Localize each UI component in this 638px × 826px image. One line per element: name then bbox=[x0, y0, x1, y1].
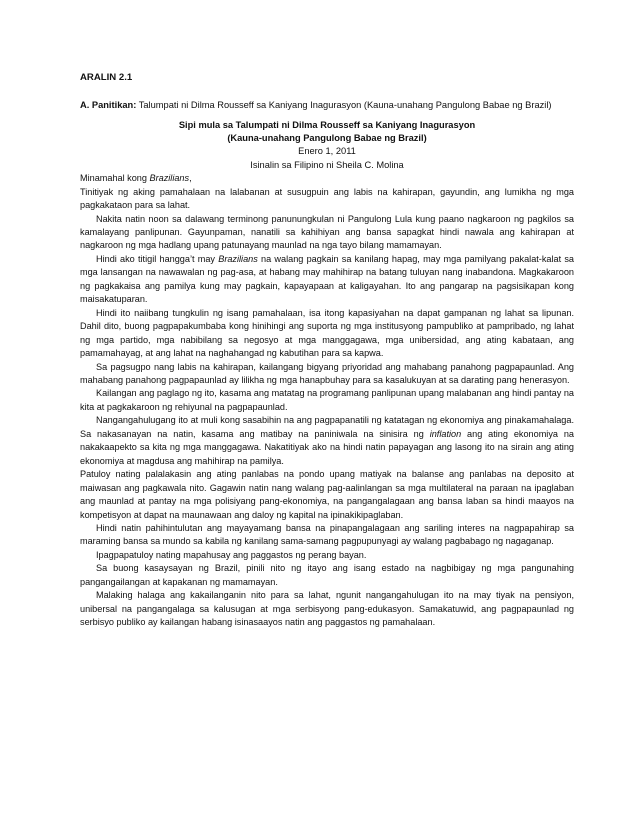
lesson-heading: ARALIN 2.1 bbox=[80, 72, 133, 83]
paragraph-4: Hindi ito naiibang tungkulin ng isang pamahalaan, isa itong kapasiyahan na dapat gampanan ng lahat sa lipunan. Dahil dito, buong pagpapakumbaba kong hinihingi ang suporta ng mga institusyong pampubliko at pampribado, ng lahat ng mga partido, mga nabibilang sa negosyo at mga manggagawa, mga unibersidad, ang ating kabataan, ang pamamahayag, at ang lahat na naghahangad ng kabutihan para sa kapwa. bbox=[80, 307, 574, 359]
paragraph-9: Hindi natin pahihintulutan ang mayayamang bansa na pinapangalagaan ang sariling interes na nagpapahirap sa maraming bansa sa mundo sa kabila ng kanilang sama-samang pagpupunyagi ay walang pagbabago ng nagaganap. bbox=[80, 523, 574, 547]
document-page bbox=[64, 72, 574, 630]
paragraph-3 bbox=[80, 253, 574, 307]
literature-title: Talumpati ni Dilma Rousseff sa Kaniyang Inagurasyon (Kauna-unahang Pangulong Babae ng Brazil) bbox=[136, 100, 552, 110]
speech-body bbox=[80, 172, 574, 629]
paragraph-7-rest: ang ating ekonomiya na nakakaapekto sa kita ng mga manggagawa. Nakatitiyak ako na hindi natin papayagan ang lasong ito na sirain ang ating ekonomiya at magdusa ang mahihirap na pamilya. bbox=[80, 428, 575, 466]
literature-intro bbox=[80, 99, 574, 113]
paragraph-11: Sa buong kasaysayan ng Brazil, pinili nito ng itayo ang isang estado na nagbibigay ng mga pangunahing pangangailangan at kapakanan ng mamamayan. bbox=[80, 563, 574, 587]
literature-label: A. Panitikan: bbox=[80, 100, 137, 110]
paragraph-8: Patuloy nating palalakasin ang ating panlabas na pondo upang matiyak na balanse ang panlabas na deposito at maiwasan ang pagkawala nito. Gagawin natin nang walang pag-aalinlangan sa mga multilateral na paraan na ipaglaban ang maunlad at pantay na mga polisiyang pang-ekonomiya, na pangangalagaan ang bansa laban sa hindi maayos na kompetisyon at dapat na maunawaan ang daloy ng kapital na ipinakikipaglaban. bbox=[80, 469, 574, 520]
paragraph-7-text: Nangangahulugang ito at muli kong sasabihin na ang pagpapanatili ng katatagan ng ekonomiya ang pinakamahalaga. Sa nakasanayan na natin, kasama ang matibay na paniniwala na sinisira ng bbox=[80, 415, 574, 439]
paragraph-3-text: Hindi ako titigil hangga’t may bbox=[96, 253, 219, 264]
paragraph-6: Kailangan ang paglago ng ito, kasama ang matatag na programang panlipunan upang malabanan ang hindi pantay na kita at pagkakaroon ng rehiyunal na pagpapaunlad. bbox=[80, 388, 574, 412]
paragraph-7-italic: inflation bbox=[429, 428, 462, 439]
paragraph-1: Tinitiyak ng aking pamahalaan na lalabanan at susugpuin ang labis na kahirapan, gayundin, ang lumikha ng mga pagkakataon para sa lahat. bbox=[80, 186, 574, 211]
speech-subtitle: (Kauna-unahang Pangulong Babae ng Brazil) bbox=[227, 133, 427, 143]
salutation-italic: Brazilians bbox=[149, 173, 190, 184]
speech-translator: Isinalin sa Filipino ni Sheila C. Molina bbox=[250, 159, 404, 170]
paragraph-10: Ipagpapatuloy nating mapahusay ang paggastos ng perang bayan. bbox=[96, 549, 367, 560]
paragraph-5: Sa pagsugpo nang labis na kahirapan, kailangang bigyang priyoridad ang mahabang panahong pagpapaunlad. Ang mahabang panahong pagpapaunlad ay lilikha ng mga hanapbuhay para sa kasalukuyan at sa darating pang henerasyon. bbox=[80, 361, 574, 386]
speech-title: Sipi mula sa Talumpati ni Dilma Rousseff sa Kaniyang Inagurasyon bbox=[178, 119, 476, 130]
speech-date: Enero 1, 2011 bbox=[298, 146, 356, 157]
paragraph-3-italic: Brazilians bbox=[218, 253, 258, 264]
salutation-comma: , bbox=[189, 173, 192, 184]
paragraph-7 bbox=[80, 414, 574, 468]
paragraph-12: Malaking halaga ang kakailanganin nito para sa lahat, ngunit nangangahulugan ito na may tiyak na pensiyon, unibersal na pangangalaga sa kalusugan at mga serbisyong pang-edukasyon. Samakatuwid, ang pagpapaunlad ng serbisyo publiko ay kailangan habang isinasaayos natin ang paggastos ng pamahalaan. bbox=[80, 590, 574, 628]
salutation-text: Minamahal kong bbox=[80, 173, 150, 184]
paragraph-3-rest: na walang pagkain sa kanilang hapag, may mga pamilyang pakalat-kalat sa mga lansangan na nawawalan ng pag-asa, at habang may mahihirap na batang tuluyan nang inabandona. Magkakaroon ng pagkakaisa ang pamilya kung may pagkain, kapayapaan at kaligayahan. Ito ang pangarap na pagsisikapan kong maisakatuparan. bbox=[80, 253, 574, 305]
salutation bbox=[80, 172, 574, 185]
paragraph-2: Nakita natin noon sa dalawang terminong panunungkulan ni Pangulong Lula kung paano nagkaroon ng pagkilos sa kamalayang panlipunan. Gayunpaman, nanatili sa kahihiyan ang bansa sapagkat hindi nawala ang kahirapan at nagkaroon ng mga hadlang upang patunayang maunlad na nga tayo bilang mamamayan. bbox=[80, 213, 574, 251]
speech-header bbox=[80, 119, 574, 173]
